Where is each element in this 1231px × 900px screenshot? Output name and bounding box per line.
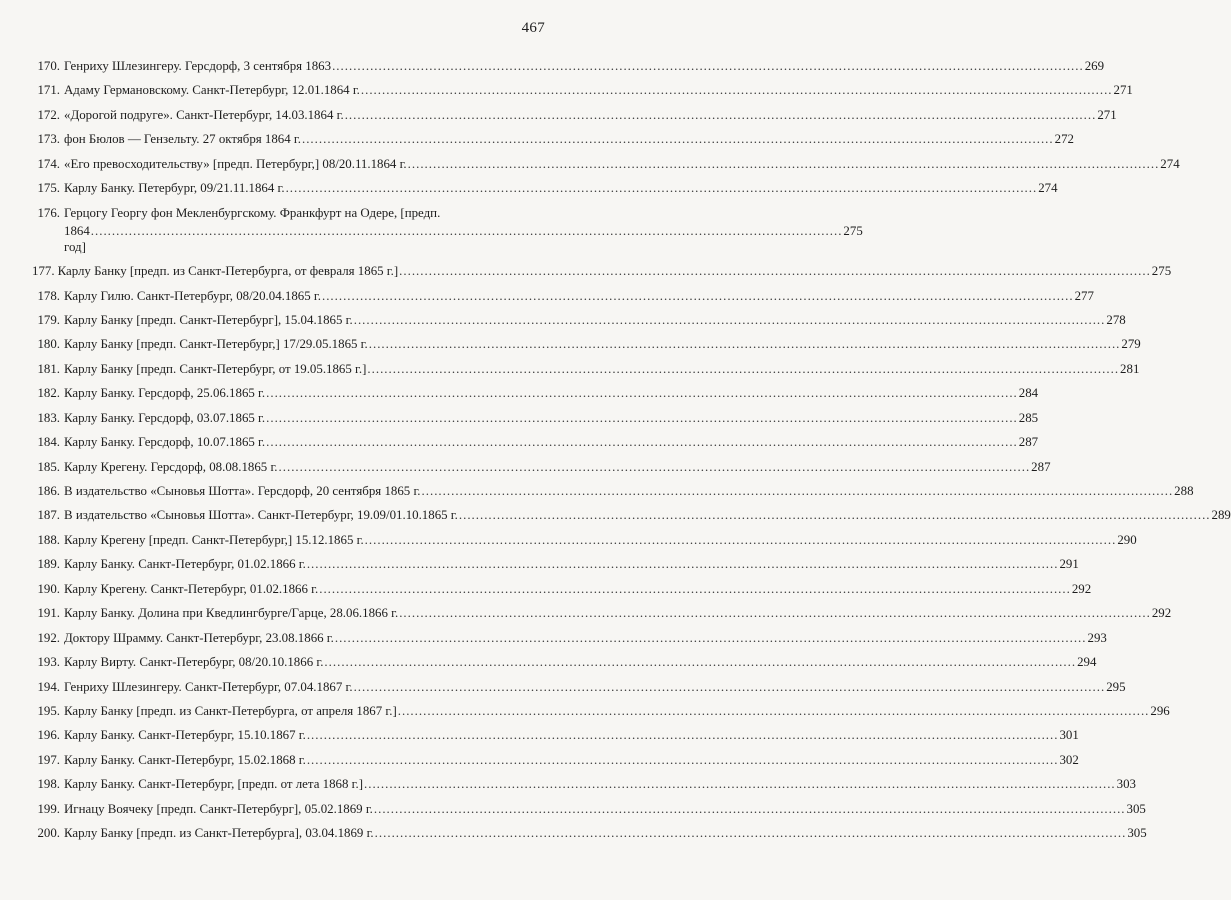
entry-title: Карлу Банку [предп. Санкт-Петербург, от 19.05.1865 г.] [64,361,367,376]
entry-number: 196. [37,728,60,743]
entry-number: 174. [37,156,60,171]
entry-page: 281 [1120,361,1140,376]
entry-title: Карлу Вирту. Санкт-Петербург, 08/20.10.1866 г. [64,655,324,670]
entry-number: 184. [37,435,60,450]
toc-entry-182 [32,385,1039,401]
entry-title: Карлу Банку [предп. из Санкт-Петербурга, от апреля 1867 г.] [64,703,397,718]
leader-dots [332,58,1084,74]
entry-number: 176. [37,205,60,220]
toc-entry-183 [32,410,1039,426]
leader-dots [335,630,1087,646]
leader-dots [307,727,1059,743]
entry-title-line1: Герцогу Георгу фон Мекленбургскому. Франкфурт на Одере, [предп. [64,205,441,220]
entry-page: 271 [1113,83,1133,98]
entry-title: В издательство «Сыновья Шотта». Герсдорф, 20 сентября 1865 г. [64,484,421,498]
toc-entry-170 [32,58,1105,74]
toc-entry-176 [32,205,863,255]
entry-title: Карлу Банку. Санкт-Петербург, [предп. от лета 1868 г.] [64,777,363,792]
toc-entry-180 [32,336,1141,352]
entry-page: 278 [1106,312,1126,327]
entry-number: 181. [37,361,60,376]
entry-number: 191. [37,606,60,621]
entry-number: 192. [37,630,60,645]
toc-entry-191 [32,605,1172,621]
leader-dots [365,532,1117,548]
entry-page: 295 [1106,679,1126,694]
entry-title: Карлу Банку [предп. Санкт-Петербург,] 17/29.05.1865 г. [64,337,368,352]
entry-page: 292 [1071,581,1092,596]
entry-number: 180. [37,337,60,352]
toc-entry-186 [32,483,1194,499]
entry-title: Игнацу Воячеку [предп. Санкт-Петербург], 05.02.1869 г. [64,801,373,816]
toc-entry-197 [32,752,1079,768]
leader-dots [266,434,1018,450]
entry-title: Карлу Банку. Санкт-Петербург, 01.02.1866 г. [64,557,306,572]
leader-dots [367,361,1119,377]
entry-page: 293 [1087,630,1107,645]
entry-title: Карлу Банку. Герсдорф, 25.06.1865 г. [64,386,266,401]
leader-dots [91,223,843,239]
entry-page: 292 [1151,606,1172,621]
entry-page: 272 [1054,132,1074,147]
entry-title: Карлу Крегену. Санкт-Петербург, 01.02.1866 г. [64,581,319,596]
entry-number: 189. [37,557,60,572]
leader-dots [302,131,1054,147]
leader-dots [279,459,1031,475]
entry-title-line2: 1864 год] [64,223,90,254]
toc-entry-196 [32,727,1079,743]
entry-page: 284 [1018,386,1039,401]
entry-title: Карлу Гилю. Санкт-Петербург, 08/20.04.1865 г. [64,288,321,303]
toc-entry-177 [32,263,1172,279]
leader-dots [345,107,1097,123]
entry-number: 177. [32,264,55,279]
toc-entry-199 [32,801,1146,817]
entry-page: 296 [1150,703,1170,718]
toc-entry-181 [32,361,1140,377]
leader-dots [364,776,1116,792]
leader-dots [266,410,1018,426]
entry-number: 170. [37,59,60,73]
entry-number: 188. [37,532,60,547]
entry-number: 178. [37,288,60,303]
leader-dots [399,605,1151,621]
entry-number: 186. [37,484,60,498]
toc-entry-184 [32,434,1039,450]
toc-entry-173 [32,131,1074,147]
leader-dots [459,507,1211,523]
entry-page: 269 [1084,59,1105,73]
leader-dots [408,156,1160,172]
entry-page: 275 [1151,264,1172,279]
entry-title: Генриху Шлезингеру. Герсдорф, 3 сентября 1863 [64,59,332,73]
toc-entry-187 [32,507,1231,523]
toc-entry-175 [32,180,1058,196]
entry-page: 303 [1116,777,1136,792]
entry-number: 193. [37,655,60,670]
entry-number: 197. [37,752,60,767]
toc-entry-172 [32,107,1117,123]
toc-entry-188 [32,532,1137,548]
entry-title: Карлу Банку. Санкт-Петербург, 15.10.1867 г. [64,728,306,743]
leader-dots [398,703,1150,719]
entry-number: 198. [37,777,60,792]
entry-number: 173. [37,132,60,147]
entry-number: 187. [37,508,60,523]
entry-page: 302 [1059,752,1079,767]
entry-title: Доктору Шрамму. Санкт-Петербург, 23.08.1866 г. [64,630,334,645]
entry-title: «Дорогой подруге». Санкт-Петербург, 14.03.1864 г. [64,107,344,122]
leader-dots [374,801,1126,817]
entry-number: 179. [37,312,60,327]
leader-dots [307,556,1059,572]
leader-dots [375,825,1127,841]
entry-number: 199. [37,801,60,816]
entry-page: 305 [1127,826,1147,841]
entry-number: 190. [37,581,60,596]
toc-entry-179 [32,312,1126,328]
toc-entry-198 [32,776,1136,792]
leader-dots [319,581,1071,597]
toc-entry-192 [32,630,1107,646]
page-number: 467 [521,20,545,36]
leader-dots [322,288,1074,304]
entry-number: 171. [37,83,60,98]
leader-dots [354,312,1106,328]
entry-page: 294 [1077,655,1097,670]
entry-page: 274 [1160,156,1180,171]
toc-entry-193 [32,654,1097,670]
leader-dots [399,263,1151,279]
toc-entry-189 [32,556,1079,572]
entry-page: 274 [1038,181,1058,196]
entry-page: 287 [1018,435,1039,450]
entry-title: Карлу Банку. Герсдорф, 03.07.1865 г. [64,410,266,425]
toc-entry-194 [32,679,1126,695]
entry-page: 271 [1097,107,1117,122]
entry-page: 275 [843,223,863,238]
entry-title: «Его превосходительству» [предп. Петербург,] 08/20.11.1864 г. [64,156,407,171]
entry-title: фон Бюлов — Гензельту. 27 октября 1864 г. [64,132,301,147]
toc-entry-178 [32,288,1094,304]
entry-title: Адаму Германовскому. Санкт-Петербург, 12.01.1864 г. [64,83,360,98]
entry-number: 194. [37,679,60,694]
toc-entry-171 [32,82,1133,98]
entry-page: 289 [1211,508,1231,523]
entry-number: 200. [37,826,60,841]
entry-title: Карлу Банку. Долина при Кведлингбурге/Гарце, 28.06.1866 г. [64,606,399,621]
entry-title: Карлу Банку. Герсдорф, 10.07.1865 г. [64,435,266,450]
entry-title: Карлу Банку. Санкт-Петербург, 15.02.1868 г. [64,752,306,767]
entry-page: 301 [1059,728,1079,743]
leader-dots [324,654,1076,670]
entry-title: Карлу Банку. Петербург, 09/21.11.1864 г. [64,181,285,196]
entry-title: Карлу Банку [предп. Санкт-Петербург], 15.04.1865 г. [64,312,353,327]
entry-number: 195. [37,703,60,718]
entry-number: 175. [37,181,60,196]
toc-entry-200 [32,825,1147,841]
entry-number: 172. [37,107,60,122]
toc-entry-174 [32,156,1180,172]
toc-entry-190 [32,581,1092,597]
entry-number: 185. [37,459,60,474]
entry-page: 287 [1031,459,1051,474]
leader-dots [307,752,1059,768]
entry-title: Карлу Крегену [предп. Санкт-Петербург,] 15.12.1865 г. [64,532,364,547]
toc-entry-185 [32,459,1051,475]
leader-dots [354,679,1106,695]
entry-page: 279 [1121,337,1141,352]
toc-entry-195 [32,703,1170,719]
leader-dots [361,82,1113,98]
leader-dots [422,483,1174,499]
entry-title: Карлу Банку [предп. из Санкт-Петербурга], 03.04.1869 г. [64,826,374,841]
entry-page: 290 [1117,532,1137,547]
entry-title: Карлу Крегену. Герсдорф, 08.08.1865 г. [64,459,278,474]
table-of-contents [32,58,1231,850]
entry-page: 305 [1126,801,1146,816]
entry-title: Генриху Шлезингеру. Санкт-Петербург, 07.04.1867 г. [64,679,353,694]
leader-dots [369,336,1121,352]
entry-page: 277 [1074,288,1094,303]
leader-dots [266,385,1018,401]
entry-page: 288 [1174,484,1194,498]
leader-dots [286,180,1038,196]
entry-number: 183. [37,410,60,425]
entry-title: Карлу Банку [предп. из Санкт-Петербурга, от февраля 1865 г.] [57,264,399,279]
entry-number: 182. [37,386,60,401]
entry-page: 285 [1018,410,1039,425]
entry-page: 291 [1059,557,1079,572]
entry-title: В издательство «Сыновья Шотта». Санкт-Петербург, 19.09/01.10.1865 г. [64,508,458,523]
